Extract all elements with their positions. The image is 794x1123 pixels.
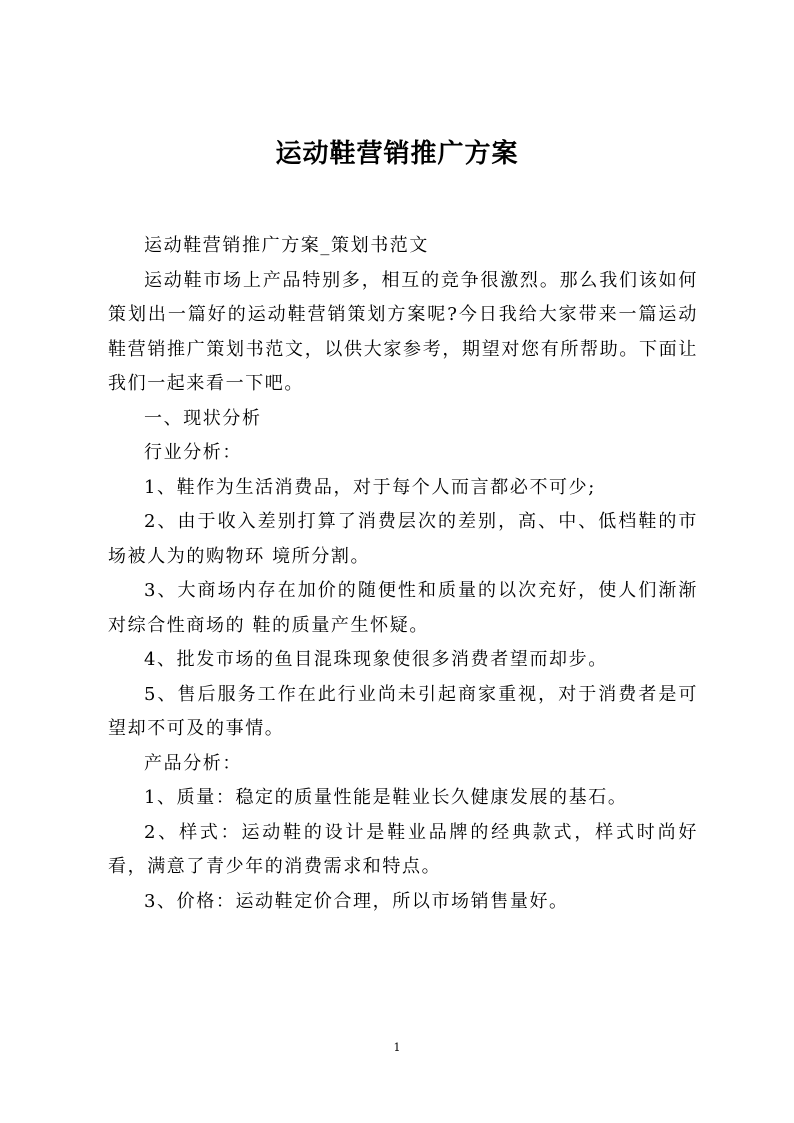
product-point-1: 1、质量：稳定的质量性能是鞋业长久健康发展的基石。 [144, 787, 628, 808]
industry-point-4: 4、批发市场的鱼目混珠现象使很多消费者望而却步。 [144, 649, 608, 670]
industry-point-3: 3、大商场内存在加价的随便性和质量的以次充好，使人们渐渐对综合性商场的 鞋的质量产生怀疑。 [108, 580, 698, 636]
section-heading-status-analysis: 一、现状分析 [144, 407, 262, 429]
industry-point-5: 5、售后服务工作在此行业尚未引起商家重视，对于消费者是可望却不可及的事情。 [108, 683, 698, 739]
subheading-product-analysis: 产品分析： [144, 752, 242, 774]
product-point-2: 2、样式：运动鞋的设计是鞋业品牌的经典款式，样式时尚好看，满意了青少年的消费需求和特点。 [108, 821, 698, 877]
paragraph-intro: 运动鞋市场上产品特别多，相互的竞争很激烈。那么我们该如何策划出一篇好的运动鞋营销策划方案呢?今日我给大家带来一篇运动鞋营销推广策划书范文，以供大家参考，期望对您有所帮助。下面让我们一起来看一下吧。 [108, 269, 698, 394]
page-number: 1 [393, 1041, 401, 1054]
document-body [108, 229, 698, 919]
product-point-3: 3、价格：运动鞋定价合理，所以市场销售量好。 [144, 890, 569, 912]
paragraph-subtitle: 运动鞋营销推广方案_策划书范文 [144, 235, 429, 256]
subheading-industry-analysis: 行业分析： [144, 442, 242, 463]
industry-point-2: 2、由于收入差别打算了消费层次的差别，高、中、低档鞋的市场被人为的购物环 境所分割。 [108, 511, 698, 567]
document-title: 运动鞋营销推广方案 [275, 139, 519, 169]
industry-point-1: 1、鞋作为生活消费品，对于每个人而言都必不可少; [144, 476, 596, 498]
